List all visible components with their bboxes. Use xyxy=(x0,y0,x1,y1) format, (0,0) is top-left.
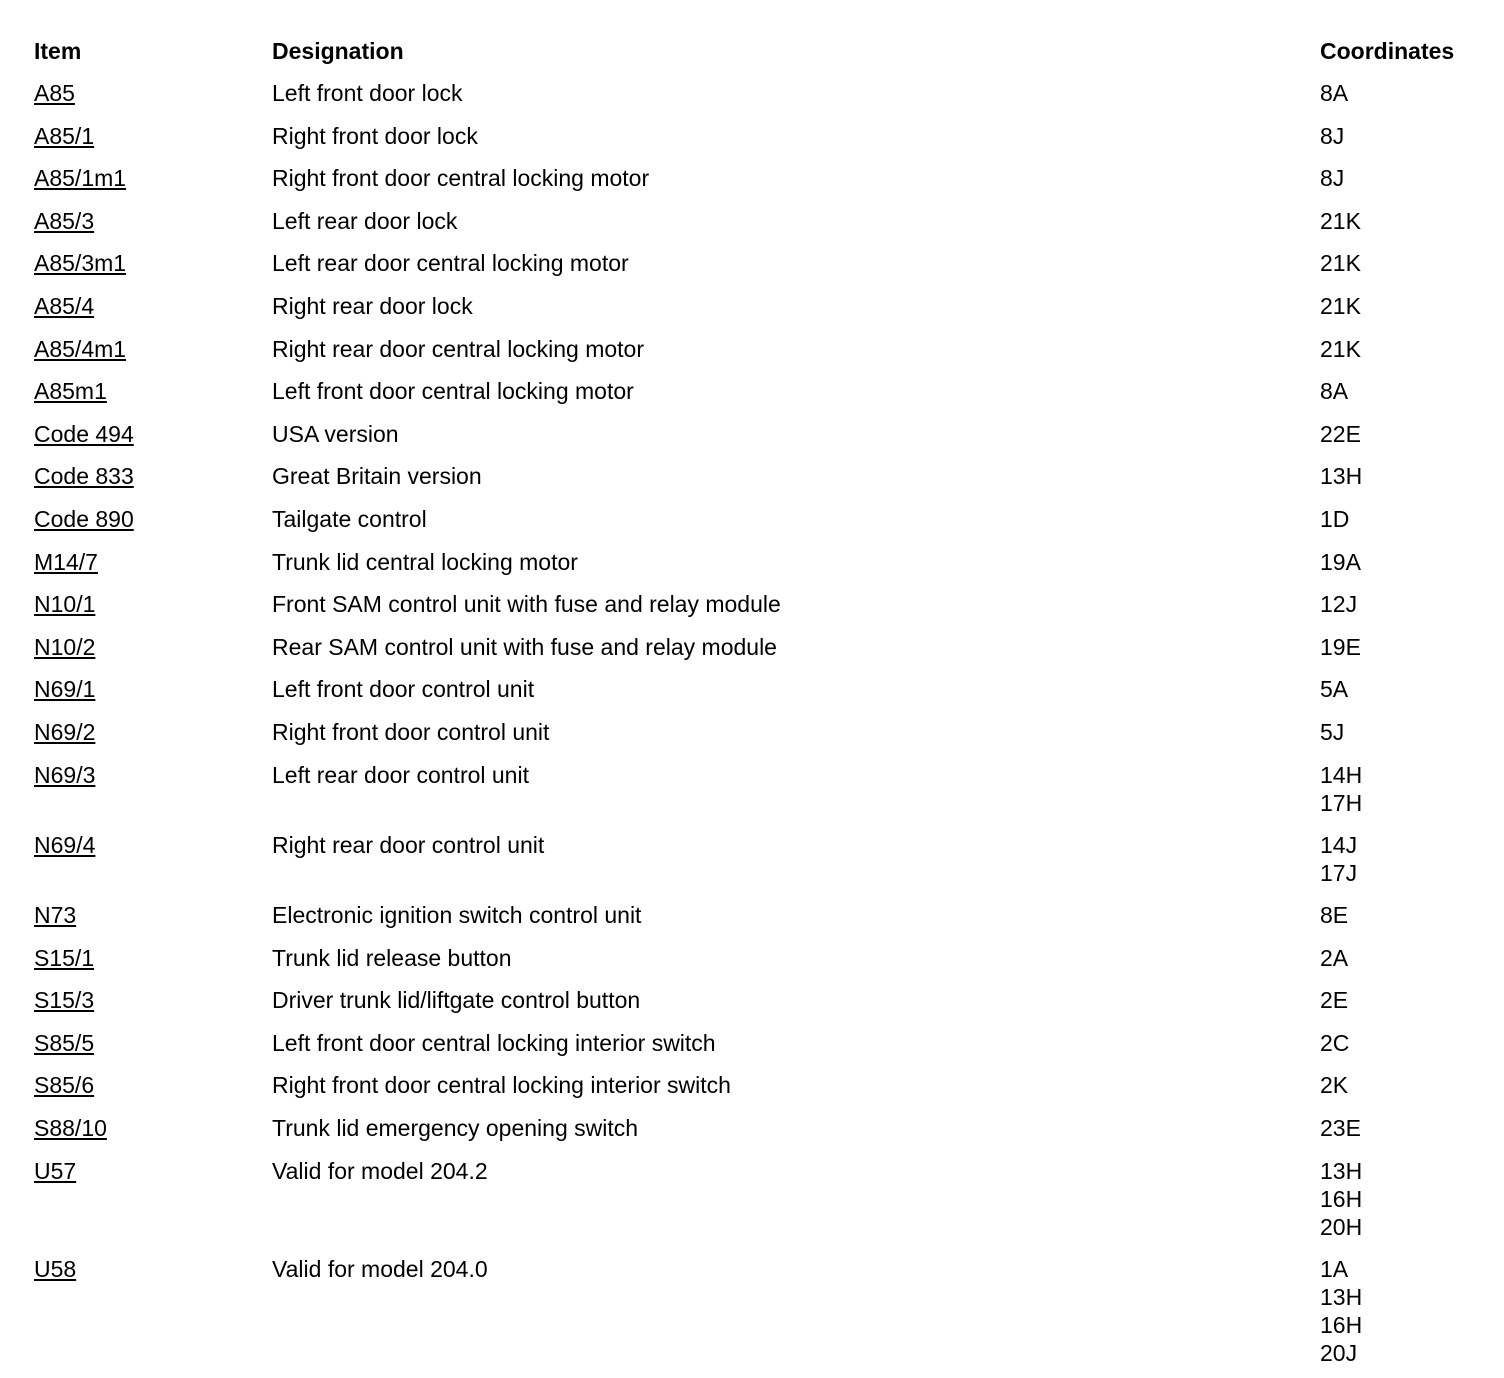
coordinate-value: 13H xyxy=(1320,1157,1363,1184)
item-cell xyxy=(34,292,94,320)
item-link[interactable]: A85/3m1 xyxy=(34,250,127,277)
item-link[interactable]: N69/2 xyxy=(34,718,96,745)
designation-cell: Left front door control unit xyxy=(272,676,535,703)
coordinates-cell xyxy=(1320,462,1362,490)
item-cell xyxy=(34,718,95,746)
coordinate-value: 13H xyxy=(1320,463,1363,490)
table-row xyxy=(34,246,1484,289)
table-row xyxy=(34,758,1484,828)
coordinate-value: 5J xyxy=(1320,718,1345,745)
coordinates-column-header: Coordinates xyxy=(1320,38,1455,64)
table-row xyxy=(34,459,1484,502)
coordinate-value: 8J xyxy=(1320,165,1345,192)
designation-cell: Left rear door control unit xyxy=(272,761,529,788)
coordinate-value: 20J xyxy=(1320,1339,1358,1366)
coordinates-cell xyxy=(1320,420,1361,448)
coordinate-value: 16H xyxy=(1320,1311,1363,1338)
designation-cell: Trunk lid emergency opening switch xyxy=(272,1115,639,1142)
item-cell xyxy=(34,1114,107,1142)
table-row xyxy=(34,1252,1484,1378)
designation-cell: Trunk lid central locking motor xyxy=(272,548,578,575)
coordinates-cell xyxy=(1320,718,1344,746)
item-cell xyxy=(34,164,126,192)
item-link[interactable]: M14/7 xyxy=(34,548,98,575)
coordinate-value: 19A xyxy=(1320,548,1361,575)
coordinate-value: 16H xyxy=(1320,1185,1363,1212)
coordinates-cell xyxy=(1320,164,1344,192)
table-row xyxy=(34,161,1484,204)
table-row xyxy=(34,672,1484,715)
item-cell xyxy=(34,831,95,859)
item-link[interactable]: A85/4m1 xyxy=(34,335,127,362)
table-row xyxy=(34,630,1484,673)
item-link[interactable]: Code 494 xyxy=(34,420,134,447)
item-link[interactable]: U57 xyxy=(34,1157,77,1184)
legend-table xyxy=(34,34,1484,1378)
item-link[interactable]: S88/10 xyxy=(34,1115,107,1142)
coordinates-cell xyxy=(1320,335,1361,363)
table-row xyxy=(34,289,1484,332)
designation-cell: Right rear door lock xyxy=(272,292,473,319)
item-cell xyxy=(34,249,126,277)
designation-cell: Left front door lock xyxy=(272,80,463,106)
designation-cell: Front SAM control unit with fuse and relay module xyxy=(272,591,781,618)
item-link[interactable]: S15/3 xyxy=(34,987,95,1014)
table-row xyxy=(34,715,1484,758)
item-link[interactable]: A85 xyxy=(34,80,75,106)
coordinate-value: 1A xyxy=(1320,1255,1349,1282)
item-cell xyxy=(34,335,126,363)
designation-column-header: Designation xyxy=(272,38,404,64)
designation-cell: Left front door central locking interior switch xyxy=(272,1029,716,1056)
designation-cell: Right front door lock xyxy=(272,122,478,149)
coordinates-cell xyxy=(1320,548,1361,576)
item-cell xyxy=(34,1157,76,1185)
item-link[interactable]: S15/1 xyxy=(34,944,95,971)
coordinate-value: 2E xyxy=(1320,987,1349,1014)
coordinates-cell xyxy=(1320,377,1348,405)
item-cell xyxy=(34,590,95,618)
coordinates-cell xyxy=(1320,986,1348,1014)
coordinates-cell xyxy=(1320,1157,1362,1241)
item-cell xyxy=(34,675,95,703)
coordinate-value: 21K xyxy=(1320,335,1361,362)
table-row xyxy=(34,76,1484,119)
coordinate-value: 13H xyxy=(1320,1283,1363,1310)
designation-cell: Left rear door lock xyxy=(272,207,458,234)
coordinate-value: 23E xyxy=(1320,1115,1361,1142)
item-cell xyxy=(34,761,95,789)
table-row xyxy=(34,983,1484,1026)
coordinate-value: 1D xyxy=(1320,505,1350,532)
item-link[interactable]: Code 890 xyxy=(34,505,134,532)
item-cell xyxy=(34,420,134,448)
coordinate-value: 21K xyxy=(1320,207,1361,234)
item-link[interactable]: Code 833 xyxy=(34,463,134,490)
designation-cell: Left rear door central locking motor xyxy=(272,250,629,277)
coordinates-cell xyxy=(1320,831,1357,887)
item-cell xyxy=(34,633,95,661)
designation-cell: Valid for model 204.2 xyxy=(272,1157,488,1184)
coordinate-value: 2A xyxy=(1320,944,1349,971)
coordinate-value: 2C xyxy=(1320,1029,1350,1056)
designation-cell: Right rear door central locking motor xyxy=(272,335,644,362)
coordinate-value: 14J xyxy=(1320,831,1358,858)
designation-cell: Rear SAM control unit with fuse and relay module xyxy=(272,633,777,660)
coordinates-cell xyxy=(1320,79,1348,107)
designation-cell: Driver trunk lid/liftgate control button xyxy=(272,987,641,1014)
designation-cell: Left front door central locking motor xyxy=(272,378,634,405)
item-cell xyxy=(34,1071,94,1099)
coordinate-value: 17H xyxy=(1320,789,1363,816)
table-row xyxy=(34,332,1484,375)
item-link[interactable]: U58 xyxy=(34,1255,77,1282)
item-cell xyxy=(34,505,134,533)
table-row xyxy=(34,1068,1484,1111)
table-row xyxy=(34,1154,1484,1252)
item-cell xyxy=(34,1029,94,1057)
item-link[interactable]: N69/4 xyxy=(34,831,96,858)
table-row xyxy=(34,1026,1484,1069)
coordinate-value: 8E xyxy=(1320,902,1349,929)
coordinates-cell xyxy=(1320,1114,1361,1142)
coordinates-cell xyxy=(1320,944,1348,972)
item-cell xyxy=(34,944,94,972)
designation-cell: Right front door central locking motor xyxy=(272,165,650,192)
coordinates-cell xyxy=(1320,249,1361,277)
table-row xyxy=(34,417,1484,460)
item-cell xyxy=(34,1255,76,1283)
item-cell xyxy=(34,548,98,576)
item-cell xyxy=(34,462,134,490)
designation-cell: Right rear door control unit xyxy=(272,831,545,858)
coordinate-value: 8J xyxy=(1320,122,1345,149)
coordinate-value: 14H xyxy=(1320,761,1363,788)
item-link[interactable]: A85/4 xyxy=(34,292,95,319)
coordinates-cell xyxy=(1320,675,1348,703)
item-link[interactable]: S85/5 xyxy=(34,1029,95,1056)
coordinates-cell xyxy=(1320,1071,1348,1099)
table-row xyxy=(34,545,1484,588)
item-link[interactable]: N10/2 xyxy=(34,633,96,660)
coordinate-value: 8A xyxy=(1320,80,1349,106)
item-link[interactable]: N10/1 xyxy=(34,591,96,618)
coordinates-cell xyxy=(1320,590,1357,618)
coordinate-value: 22E xyxy=(1320,420,1361,447)
table-row xyxy=(34,204,1484,247)
table-row xyxy=(34,587,1484,630)
table-row xyxy=(34,898,1484,941)
coordinate-value: 5A xyxy=(1320,676,1349,703)
coordinate-value: 17J xyxy=(1320,859,1358,886)
coordinates-cell xyxy=(1320,505,1349,533)
table-row xyxy=(34,941,1484,984)
coordinate-value: 21K xyxy=(1320,292,1361,319)
coordinates-cell xyxy=(1320,1255,1362,1367)
coordinates-cell xyxy=(1320,1029,1349,1057)
item-column-header: Item xyxy=(34,38,82,64)
table-row xyxy=(34,374,1484,417)
coordinate-value: 20H xyxy=(1320,1213,1363,1240)
designation-cell: Trunk lid release button xyxy=(272,944,512,971)
table-header xyxy=(34,34,1484,76)
coordinates-cell xyxy=(1320,122,1344,150)
coordinates-cell xyxy=(1320,901,1348,929)
table-body xyxy=(34,76,1484,1378)
item-cell xyxy=(34,122,94,150)
coordinate-value: 8A xyxy=(1320,378,1349,405)
table-row xyxy=(34,502,1484,545)
item-cell xyxy=(34,79,75,107)
table-row xyxy=(34,828,1484,898)
coordinate-value: 19E xyxy=(1320,633,1361,660)
item-cell xyxy=(34,986,94,1014)
table-row xyxy=(34,1111,1484,1154)
item-cell xyxy=(34,377,107,405)
item-link[interactable]: A85/1m1 xyxy=(34,165,127,192)
coordinates-cell xyxy=(1320,292,1361,320)
item-link[interactable]: N69/1 xyxy=(34,676,96,703)
table-row xyxy=(34,119,1484,162)
item-link[interactable]: S85/6 xyxy=(34,1072,95,1099)
item-cell xyxy=(34,901,76,929)
coordinate-value: 21K xyxy=(1320,250,1361,277)
designation-cell: Valid for model 204.0 xyxy=(272,1255,488,1282)
coordinates-cell xyxy=(1320,207,1361,235)
item-link[interactable]: N69/3 xyxy=(34,761,96,788)
coordinate-value: 12J xyxy=(1320,591,1358,618)
designation-cell: USA version xyxy=(272,420,399,447)
item-cell xyxy=(34,207,94,235)
coordinates-cell xyxy=(1320,633,1361,661)
designation-cell: Right front door central locking interior switch xyxy=(272,1072,731,1099)
designation-cell: Great Britain version xyxy=(272,463,482,490)
designation-cell: Right front door control unit xyxy=(272,718,550,745)
designation-cell: Tailgate control xyxy=(272,505,427,532)
coordinate-value: 2K xyxy=(1320,1072,1349,1099)
item-link[interactable]: A85m1 xyxy=(34,378,107,405)
item-link[interactable]: A85/1 xyxy=(34,122,95,149)
item-link[interactable]: A85/3 xyxy=(34,207,95,234)
item-link[interactable]: N73 xyxy=(34,902,77,929)
designation-cell: Electronic ignition switch control unit xyxy=(272,902,642,929)
coordinates-cell xyxy=(1320,761,1362,817)
